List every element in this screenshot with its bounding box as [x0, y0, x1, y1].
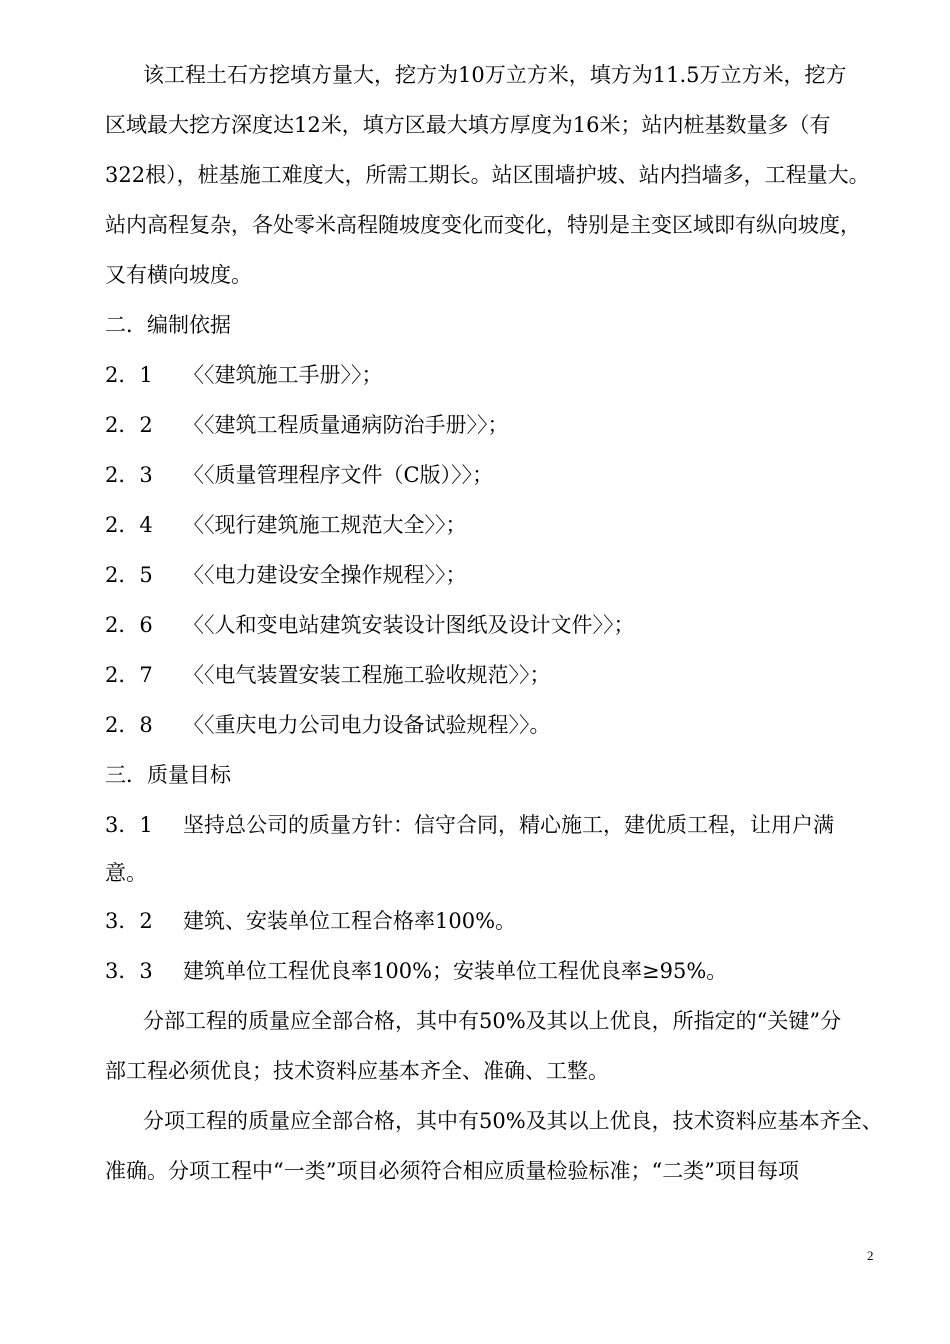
intro-line-4: 站内高程复杂，各处零米高程随坡度变化而变化，特别是主变区域即有纵向坡度， — [105, 213, 861, 237]
reference-number: 2．3 — [105, 463, 153, 487]
section-2-heading: 二．编制依据 — [105, 313, 231, 337]
intro-line-1: 该工程土石方挖填方量大，挖方为10万立方米，填方为11.5万立方米，挖方 — [143, 63, 847, 87]
reference-item — [105, 660, 551, 690]
reference-item — [105, 610, 635, 640]
reference-number: 2．4 — [105, 513, 153, 537]
intro-line-5: 又有横向坡度。 — [105, 263, 252, 287]
section-3-heading: 三．质量目标 — [105, 763, 231, 787]
intro-line-2: 区域最大挖方深度达12米，填方区最大填方厚度为16米；站内桩基数量多（有 — [105, 113, 831, 137]
reference-item — [105, 360, 383, 390]
reference-title: 〈〈重庆电力公司电力设备试验规程〉〉。 — [183, 713, 551, 737]
goal-continuation: 意。 — [105, 861, 147, 885]
reference-title: 〈〈现行建筑施工规范大全〉〉； — [183, 513, 467, 537]
reference-item — [105, 710, 551, 740]
reference-number: 2．7 — [105, 663, 153, 687]
reference-number: 2．2 — [105, 413, 153, 437]
reference-title: 〈〈电力建设安全操作规程〉〉； — [183, 563, 467, 587]
quality-goal-item — [105, 956, 727, 986]
reference-number: 2．1 — [105, 363, 153, 387]
goal-text: 建筑、安装单位工程合格率100%。 — [183, 909, 517, 933]
page-number: 2 — [867, 1248, 874, 1263]
fenxiang-paragraph-line-1: 分项工程的质量应全部合格，其中有50%及其以上优良，技术资料应基本齐全、 — [143, 1109, 883, 1133]
quality-goal-item — [105, 906, 516, 936]
reference-number: 2．6 — [105, 613, 153, 637]
goal-number: 3．2 — [105, 909, 153, 933]
reference-item — [105, 560, 467, 590]
goal-text: 建筑单位工程优良率100%；安装单位工程优良率≥95%。 — [183, 959, 728, 983]
quality-goal-item — [105, 810, 834, 840]
goal-number: 3．3 — [105, 959, 153, 983]
reference-title: 〈〈质量管理程序文件（C版）〉〉； — [183, 463, 494, 487]
reference-item — [105, 510, 467, 540]
fenbu-paragraph-line-2: 部工程必须优良；技术资料应基本齐全、准确、工整。 — [105, 1059, 609, 1083]
goal-number: 3．1 — [105, 813, 153, 837]
reference-number: 2．5 — [105, 563, 153, 587]
fenxiang-paragraph-line-2: 准确。分项工程中“一类”项目必须符合相应质量检验标准；“二类”项目每项 — [105, 1159, 799, 1183]
reference-title: 〈〈建筑施工手册〉〉； — [183, 363, 383, 387]
fenbu-paragraph-line-1: 分部工程的质量应全部合格，其中有50%及其以上优良，所指定的“关键”分 — [143, 1009, 842, 1033]
intro-line-3: 322根），桩基施工难度大，所需工期长。站区围墙护坡、站内挡墙多，工程量大。 — [105, 163, 870, 187]
reference-item — [105, 410, 509, 440]
reference-number: 2．8 — [105, 713, 153, 737]
reference-title: 〈〈人和变电站建筑安装设计图纸及设计文件〉〉； — [183, 613, 635, 637]
reference-title: 〈〈电气装置安装工程施工验收规范〉〉； — [183, 663, 551, 687]
reference-item — [105, 460, 493, 490]
reference-title: 〈〈建筑工程质量通病防治手册〉〉； — [183, 413, 509, 437]
goal-text: 坚持总公司的质量方针：信守合同，精心施工，建优质工程，让用户满 — [183, 813, 834, 837]
